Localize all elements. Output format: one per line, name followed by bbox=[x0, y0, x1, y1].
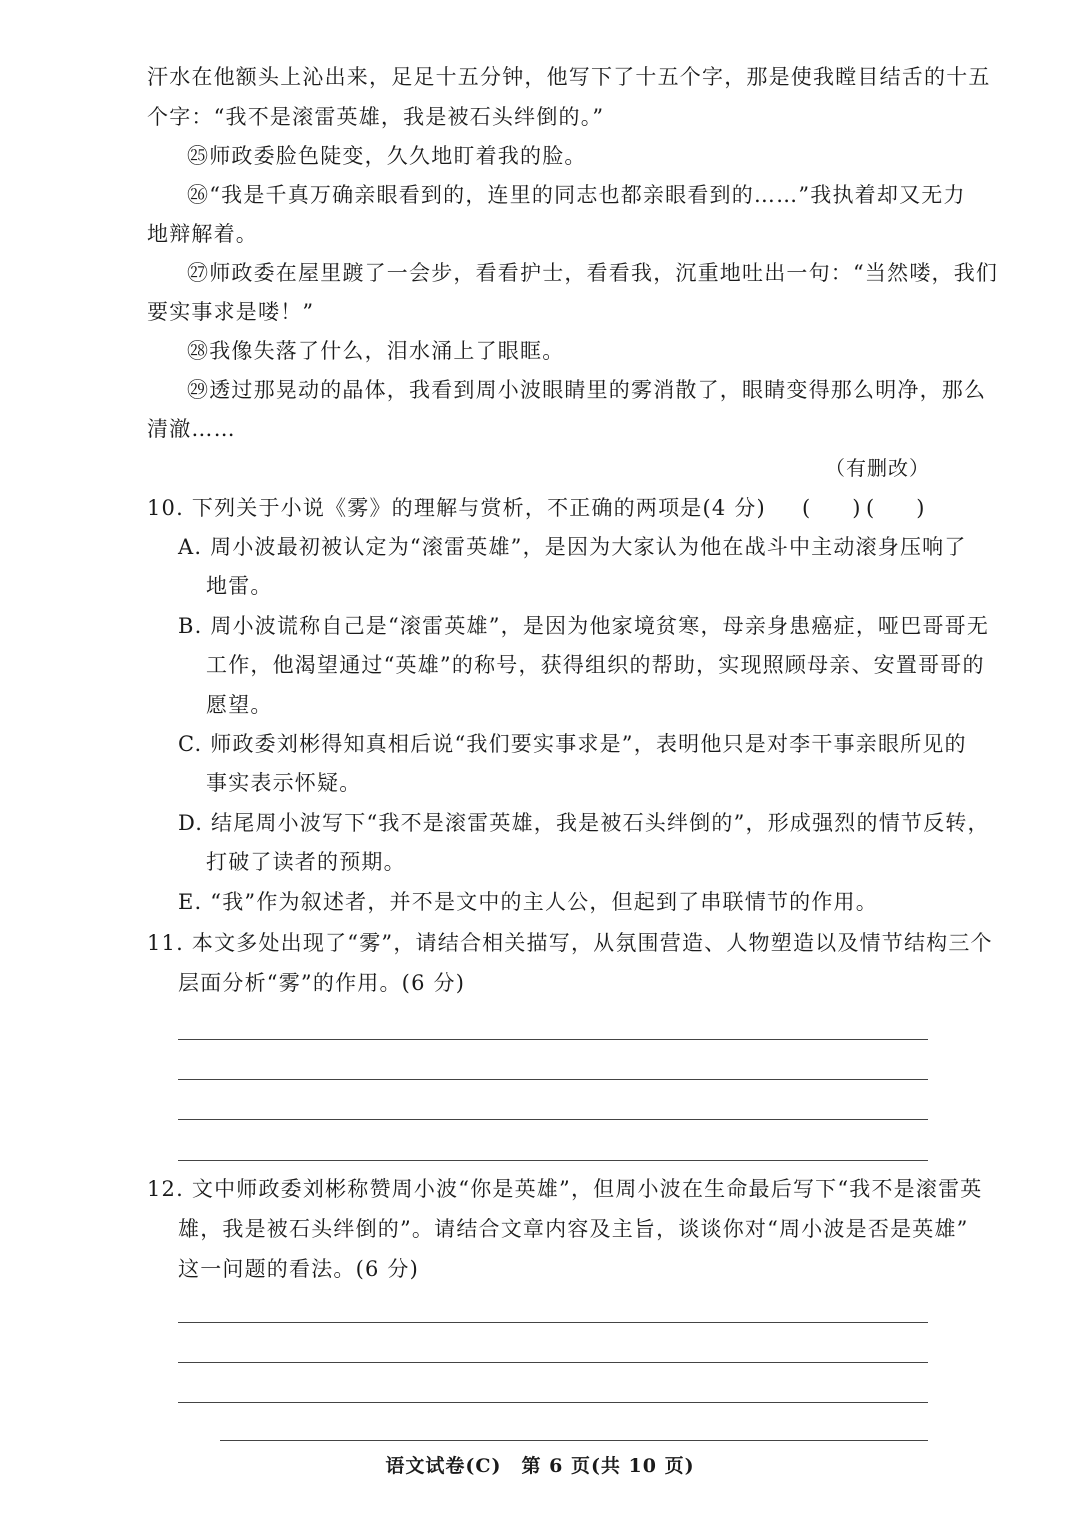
option-b-cont: 愿望。 bbox=[206, 693, 273, 717]
passage-line: 汗水在他额头上沁出来，足足十五分钟，他写下了十五个字，那是使我瞠目结舌的十五 bbox=[147, 65, 991, 89]
passage-paragraph-28: ㉘我像失落了什么，泪水涌上了眼眶。 bbox=[187, 339, 565, 363]
option-d: D. 结尾周小波写下“我不是滚雷英雄，我是被石头绊倒的”，形成强烈的情节反转， bbox=[178, 811, 990, 835]
question-10-stem: 10. 下列关于小说《雾》的理解与赏析，不正确的两项是(4 分) bbox=[147, 496, 766, 520]
answer-line[interactable] bbox=[178, 1402, 928, 1403]
passage-line: 地辩解着。 bbox=[147, 222, 258, 246]
question-12-stem-cont: 雄，我是被石头绊倒的”。请结合文章内容及主旨，谈谈你对“周小波是否是英雄” bbox=[178, 1217, 969, 1241]
page-footer: 语文试卷(C) 第 6 页(共 10 页) bbox=[385, 1455, 695, 1477]
answer-line[interactable] bbox=[178, 1362, 928, 1363]
passage-paragraph-27: ㉗师政委在屋里踱了一会步，看看护士，看看我，沉重地吐出一句：“当然喽，我们 bbox=[187, 261, 999, 285]
option-a: A. 周小波最初被认定为“滚雷英雄”，是因为大家认为他在战斗中主动滚身压响了 bbox=[178, 535, 967, 559]
answer-line[interactable] bbox=[220, 1440, 928, 1441]
question-11-stem-cont: 层面分析“雾”的作用。(6 分) bbox=[178, 971, 466, 995]
answer-line[interactable] bbox=[178, 1322, 928, 1323]
option-e: E. “我”作为叙述者，并不是文中的主人公，但起到了串联情节的作用。 bbox=[178, 890, 878, 914]
passage-line: 要实事求是喽！” bbox=[147, 300, 315, 324]
answer-line[interactable] bbox=[178, 1039, 928, 1040]
option-b-cont: 工作，他渴望通过“英雄”的称号，获得组织的帮助，实现照顾母亲、安置哥哥的 bbox=[206, 653, 985, 677]
passage-paragraph-25: ㉕师政委脸色陡变，久久地盯着我的脸。 bbox=[187, 144, 587, 168]
option-c-cont: 事实表示怀疑。 bbox=[206, 771, 362, 795]
answer-line[interactable] bbox=[178, 1079, 928, 1080]
answer-blank-1[interactable]: ( ) bbox=[802, 496, 861, 520]
option-c: C. 师政委刘彬得知真相后说“我们要实事求是”，表明他只是对李干事亲眼所见的 bbox=[178, 732, 967, 756]
option-d-cont: 打破了读者的预期。 bbox=[206, 850, 406, 874]
question-11-stem: 11. 本文多处出现了“雾”，请结合相关描写，从氛围营造、人物塑造以及情节结构三个 bbox=[147, 931, 993, 955]
edit-note: （有删改） bbox=[825, 456, 930, 480]
answer-blank-2[interactable]: ( ) bbox=[866, 496, 925, 520]
option-b: B. 周小波谎称自己是“滚雷英雄”，是因为他家境贫寒，母亲身患癌症，哑巴哥哥无 bbox=[178, 614, 990, 638]
passage-line: 清澈…… bbox=[147, 417, 236, 441]
question-12-stem-cont: 这一问题的看法。(6 分) bbox=[178, 1257, 420, 1281]
passage-line: 个字：“我不是滚雷英雄，我是被石头绊倒的。” bbox=[147, 105, 605, 129]
answer-line[interactable] bbox=[178, 1160, 928, 1161]
question-12-stem: 12. 文中师政委刘彬称赞周小波“你是英雄”，但周小波在生命最后写下“我不是滚雷英 bbox=[147, 1177, 983, 1201]
passage-paragraph-26: ㉖“我是千真万确亲眼看到的，连里的同志也都亲眼看到的……”我执着却又无力 bbox=[187, 183, 966, 207]
option-a-cont: 地雷。 bbox=[206, 574, 273, 598]
passage-paragraph-29: ㉙透过那晃动的晶体，我看到周小波眼睛里的雾消散了，眼睛变得那么明净，那么 bbox=[187, 378, 987, 402]
answer-line[interactable] bbox=[178, 1119, 928, 1120]
